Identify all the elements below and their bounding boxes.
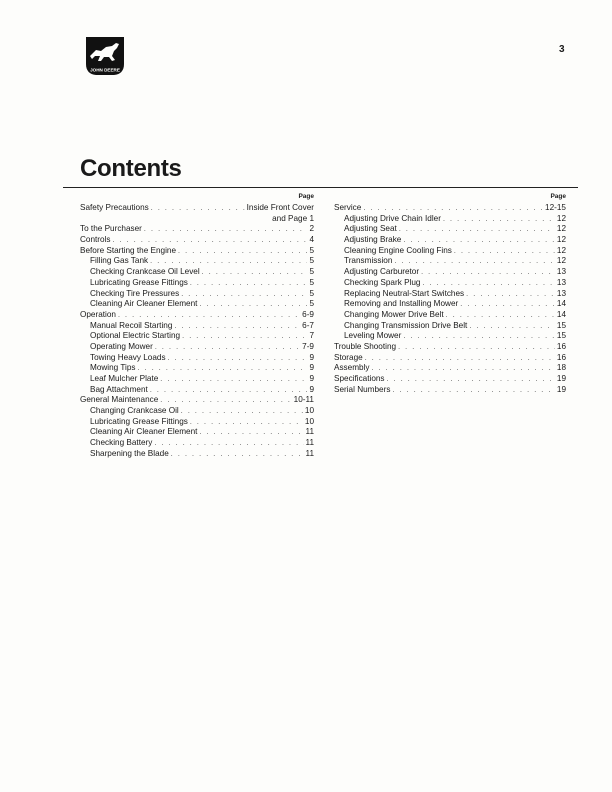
toc-entry [80,395,314,406]
toc-entry-label: Checking Battery [90,438,153,448]
toc-entry-page: 12 [556,224,566,234]
toc-entry-page: 5 [309,277,314,287]
toc-entry-page: Inside Front Cover [246,203,314,212]
john-deere-logo [82,34,128,78]
toc-entry-label: Adjusting Carburetor [344,267,420,277]
toc-entry-page: 5 [309,256,314,266]
contents-left-column [80,193,314,460]
dot-leader [466,290,555,301]
toc-entry-label: Transmission [344,256,393,266]
toc-entry [334,385,566,396]
toc-entry [80,299,314,310]
dot-leader [190,279,308,290]
toc-entry [334,256,566,267]
page-title: Contents [80,155,182,182]
toc-entry-page: 18 [556,363,566,373]
dot-leader [150,386,308,397]
toc-entry-label: Specifications [334,374,385,383]
toc-entry [80,289,314,300]
dot-leader [160,375,307,386]
toc-entry-label: Lubricating Grease Fittings [90,416,188,426]
page-column-heading: Page [550,193,566,200]
dot-leader [190,418,303,429]
toc-entry [80,353,314,364]
toc-entry [334,321,566,332]
toc-entry-page: 7-9 [302,341,314,351]
toc-entry-page: 14 [556,309,566,319]
toc-entry [80,406,314,417]
toc-entry-page: 12 [556,213,566,223]
toc-entry-label: Operation [80,309,116,319]
dot-leader [199,300,307,311]
dot-leader [154,439,303,450]
toc-entry-label: Leveling Mower [344,331,402,341]
toc-entry-label: Checking Tire Pressures [90,288,180,298]
toc-entry [80,438,314,449]
toc-entry-label: Cleaning Engine Cooling Fins [344,245,452,255]
dot-leader [160,396,291,407]
logo-text: JOHN DEERE [90,67,120,73]
toc-entry-page: 9 [309,374,314,383]
toc-entry-label: General Maintenance [80,395,159,405]
toc-entry [80,278,314,289]
toc-entry [334,374,566,385]
dot-leader [365,354,555,365]
toc-entry-page: 2 [309,224,314,234]
toc-entry [80,235,314,246]
toc-entry-label: Checking Spark Plug [344,277,421,287]
toc-entry-page: 4 [309,235,314,245]
dot-leader [403,332,555,343]
toc-entry [80,256,314,267]
toc-entry-page: 9 [309,352,314,362]
title-rule [63,187,578,188]
toc-entry-page: 13 [556,267,566,277]
toc-entry-page: 19 [556,384,566,394]
dot-leader [443,215,555,226]
toc-entry-page: 12 [556,235,566,245]
toc-entry-page: 10 [304,406,314,416]
dot-leader [144,225,308,236]
toc-entry [80,203,314,214]
toc-entry-page: 13 [556,288,566,298]
toc-entry-label: Mowing Tips [90,363,136,373]
dot-leader [460,300,555,311]
toc-entry-label: Service [334,203,362,212]
toc-entry-page: 5 [309,267,314,277]
toc-entry-label: Serial Numbers [334,384,391,394]
toc-entry-label: Cleaning Air Cleaner Element [90,427,198,437]
dot-leader [469,322,555,333]
toc-entry-label: Adjusting Drive Chain Idler [344,213,441,223]
toc-entry-page: 14 [556,299,566,309]
toc-entry-page: 10-11 [293,395,314,405]
page-number: 3 [559,44,565,55]
toc-entry [80,385,314,396]
dot-leader [181,407,303,418]
toc-entry-label: Leaf Mulcher Plate [90,374,159,383]
toc-entry [80,427,314,438]
toc-entry-label: Changing Mower Drive Belt [344,309,444,319]
toc-entry [80,321,314,332]
toc-entry-label: Optional Electric Starting [90,331,181,341]
toc-entry-page: 10 [304,416,314,426]
toc-entry-label: Bag Attachment [90,384,148,394]
toc-entry-label: Changing Crankcase Oil [90,406,179,416]
toc-list-right [334,203,566,395]
toc-entry-label: Adjusting Brake [344,235,402,245]
dot-leader [138,364,308,375]
toc-entry-page: 11 [305,448,314,458]
toc-entry [80,246,314,257]
toc-entry-label: Operating Mower [90,341,153,351]
dot-leader [398,343,555,354]
toc-entry [334,278,566,289]
toc-entry [334,214,566,225]
toc-entry-page: 7 [309,331,314,341]
toc-entry-label: Changing Transmission Drive Belt [344,320,468,330]
toc-entry-label: Removing and Installing Mower [344,299,459,309]
toc-entry [334,203,566,214]
toc-entry [80,331,314,342]
toc-entry-page: 11 [305,427,314,437]
toc-entry [80,342,314,353]
toc-entry-page: 12 [556,245,566,255]
toc-list-left [80,203,314,460]
toc-entry-page: 13 [556,277,566,287]
toc-entry-page: 9 [309,363,314,373]
toc-entry-label: Trouble Shooting [334,341,397,351]
toc-entry-label: Sharpening the Blade [90,448,169,458]
dot-leader [454,247,555,258]
dot-leader [372,364,555,375]
toc-entry-label: Cleaning Air Cleaner Element [90,299,198,309]
toc-entry-page: 16 [556,352,566,362]
toc-entry-page: 9 [309,384,314,394]
toc-entry-label: Adjusting Seat [344,224,397,234]
page-column-heading: Page [298,193,314,200]
toc-entry [334,310,566,321]
toc-entry [80,267,314,278]
toc-entry [334,224,566,235]
toc-entry-label: Checking Crankcase Oil Level [90,267,200,277]
toc-entry-label: Before Starting the Engine [80,245,177,255]
dot-leader [178,247,307,258]
toc-entry [80,224,314,235]
dot-leader [202,268,308,279]
dot-leader [399,225,555,236]
toc-entry-page: 15 [556,320,566,330]
toc-entry [334,299,566,310]
toc-entry [334,363,566,374]
toc-entry-page: 12 [556,256,566,266]
toc-entry [334,353,566,364]
toc-entry [80,417,314,428]
toc-entry-page: 16 [556,341,566,351]
toc-entry-label: Storage [334,352,363,362]
toc-entry-page: 12-15 [545,203,566,212]
toc-entry-page: 19 [556,374,566,383]
dot-leader [171,450,304,461]
toc-entry-page: 5 [309,299,314,309]
toc-entry-page: 11 [305,438,314,448]
toc-entry-label: Lubricating Grease Fittings [90,277,188,287]
toc-entry [80,363,314,374]
toc-entry [334,289,566,300]
dot-leader [387,375,555,386]
toc-entry [80,374,314,385]
toc-entry-label: Filling Gas Tank [90,256,149,266]
toc-entry [334,342,566,353]
toc-entry-page: 6-7 [302,320,314,330]
dot-leader [174,322,300,333]
toc-entry-page: 15 [556,331,566,341]
toc-entry-label: Replacing Neutral-Start Switches [344,288,465,298]
toc-entry-label: Towing Heavy Loads [90,352,166,362]
toc-entry-label: Assembly [334,363,370,373]
toc-entry-continuation: and Page 1 [272,213,314,223]
toc-entry-page: 5 [309,245,314,255]
toc-entry-page: 5 [309,288,314,298]
dot-leader [421,268,555,279]
toc-entry-label: To the Purchaser [80,224,142,234]
toc-entry [80,449,314,460]
dot-leader [181,290,307,301]
toc-entry [334,235,566,246]
contents-right-column [334,193,566,395]
toc-entry [80,310,314,321]
dot-leader [168,354,308,365]
dot-leader [155,343,300,354]
toc-entry [334,267,566,278]
toc-entry-page: 6-9 [302,309,314,319]
dot-leader [392,386,554,397]
toc-entry [334,246,566,257]
toc-entry [334,331,566,342]
dot-leader [182,332,307,343]
toc-entry-label: Safety Precautions [80,203,149,212]
toc-entry-label: Manual Recoil Starting [90,320,173,330]
toc-entry-label: Controls [80,235,111,245]
dot-leader [151,204,245,215]
dot-leader [199,428,303,439]
